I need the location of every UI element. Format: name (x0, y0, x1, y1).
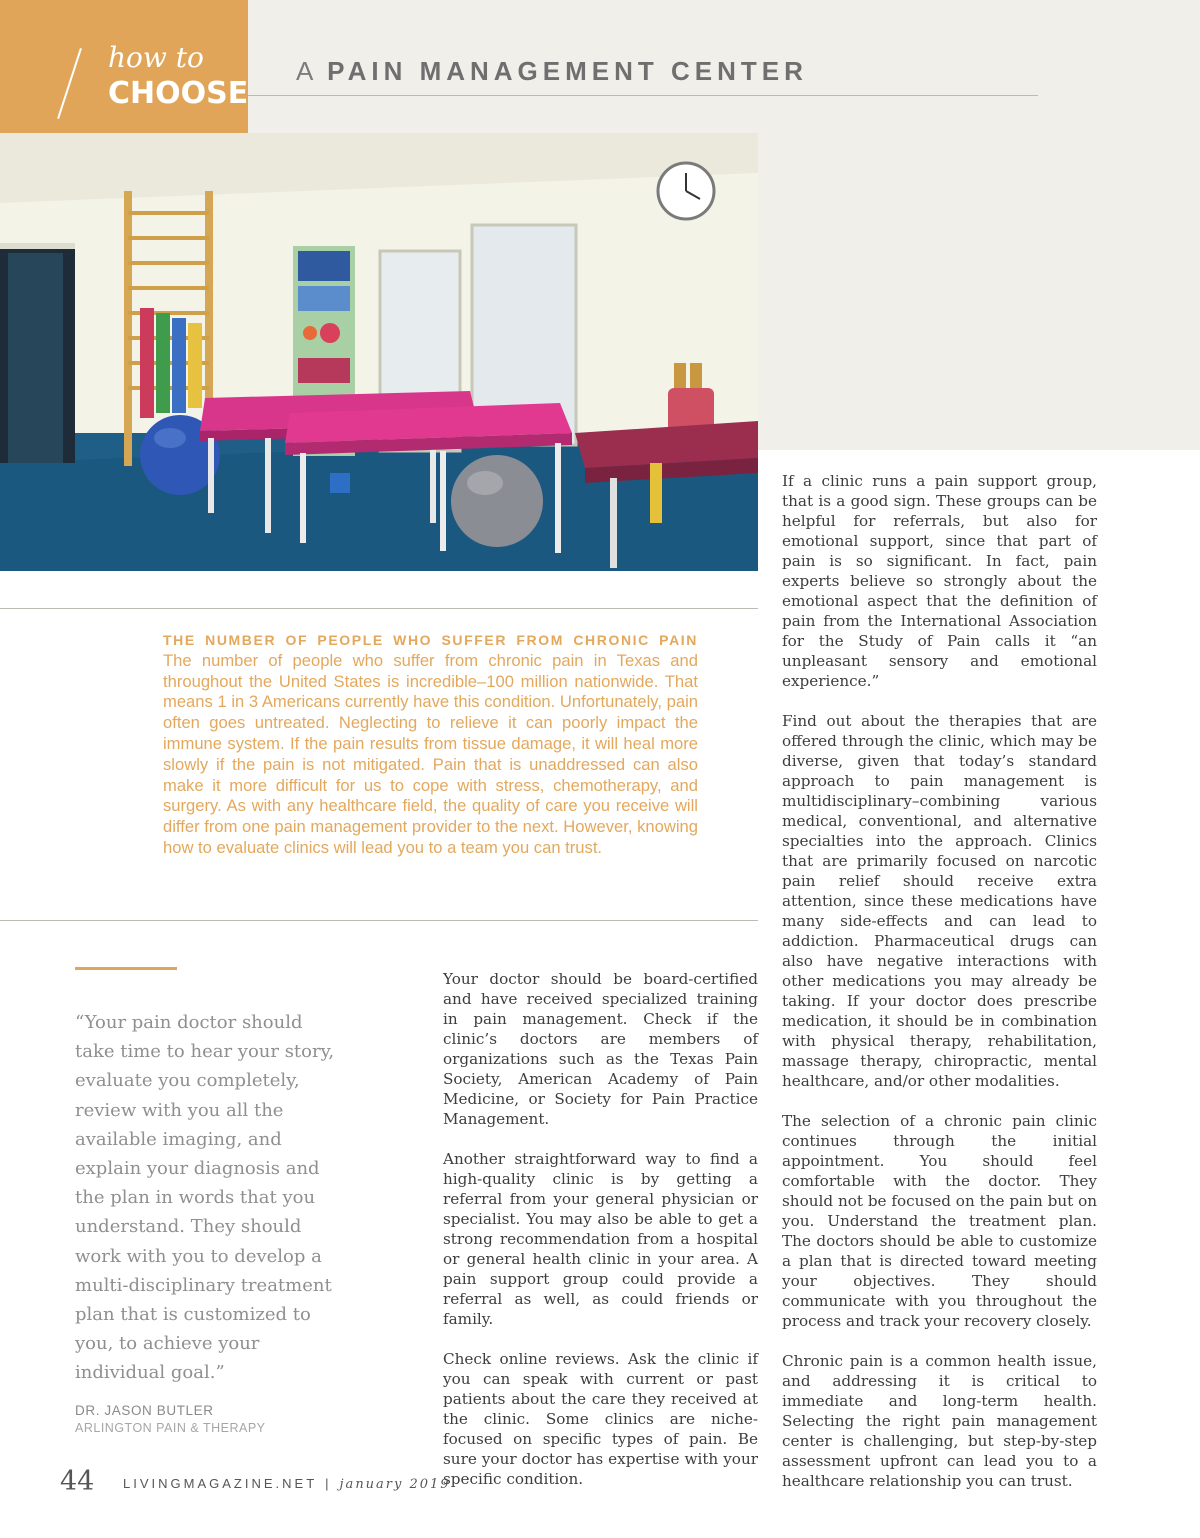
therapy-room-illustration (0, 133, 758, 571)
footer-issue-date: january 2019 (339, 1477, 451, 1492)
article-column-right (782, 471, 1097, 1511)
footer-separator: | (325, 1476, 332, 1491)
tag-line-choose: CHOOSE (108, 76, 249, 111)
paragraph: Chronic pain is a common health issue, and addressing it is critical to immediate and long-term health. Selecting the right pain management center is challenging, but step-by-step assessment upfront can lead you to a healthcare relationship you can trust. (782, 1352, 1097, 1490)
paragraph: Check online reviews. Ask the clinic if you can speak with current or past patients about the care they received at the clinic. Some clinics are niche-focused on specific types of pain. Be sure your doctor has expertise with your specific condition. (443, 1350, 758, 1488)
therapy-room-photo (0, 133, 758, 571)
paragraph: If a clinic runs a pain support group, that is a good sign. These groups can be helpful for referrals, but also for emotional support, since that part of pain is so significant. In fact, pain experts believe so strongly about the emotional aspect that the definition of pain from the International Association for the Study of Pain calls it “an unpleasant sensory and emotional experience.” (782, 472, 1097, 690)
intro-lead: THE NUMBER OF PEOPLE WHO SUFFER FROM CHRONIC PAIN (163, 632, 698, 648)
slash-divider (57, 48, 82, 119)
title-main: PAIN MANAGEMENT CENTER (327, 56, 808, 86)
tag-line-how-to: how to (108, 41, 204, 74)
paragraph: The selection of a chronic pain clinic continues through the initial appointment. You should feel comfortable with the doctor. They should not be focused on the pain but on you. Understand the treatment plan. The doctors should be able to customize a plan that is directed toward meeting your objectives. They should communicate with you throughout the process and track your recovery closely. (782, 1112, 1097, 1330)
paragraph: Find out about the therapies that are offered through the clinic, which may be diverse, given that today’s standard approach to pain management is multidisciplinary–combining various medical, conventional, and alternative specialties into the approach. Clinics that are primarily focused on narcotic pain relief should receive extra attention, since these medications have many side-effects and can lead to addiction. Pharmaceutical drugs can also have negative interactions with other medications you may already be taking. If your doctor does prescribe medication, it should be in combination with physical therapy, rehabilitation, massage therapy, chiropractic, mental healthcare, and/or other modalities. (782, 712, 1097, 1090)
intro-bottom-rule (0, 920, 758, 921)
intro-body: The number of people who suffer from chronic pain in Texas and throughout the United States is incredible–100 million nationwide. That means 1 in 3 Americans currently have this condition. Unfortunately, pain often goes untreated. Neglecting to relieve it can poorly impact the immune system. If the pain results from tissue damage, it will heal more slowly if the pain is not mitigated. Pain that is unaddressed can also make it more difficult for us to cope with stress, chemotherapy, and surgery. As with any healthcare field, the quality of care you receive will differ from one pain management provider to the next. However, knowing how to evaluate clinics will lead you to a team you can trust. (163, 650, 698, 857)
intro-paragraph (163, 630, 698, 859)
intro-top-rule (0, 608, 758, 609)
page-title (296, 56, 808, 87)
page-number: 44 (60, 1466, 95, 1497)
title-prefix: A (296, 56, 316, 86)
quote-author-org: ARLINGTON PAIN & THERAPY (75, 1421, 266, 1435)
section-tag (0, 0, 248, 149)
footer-site: LIVINGMAGAZINE.NET (123, 1476, 318, 1491)
title-rule (248, 95, 1038, 96)
paragraph: Another straightforward way to find a high-quality clinic is by getting a referral from your general physician or specialist. You may also be able to get a strong recommendation from a hospital or general health clinic in your area. A pain support group could provide a referral as well, as could friends or family. (443, 1150, 758, 1328)
pull-quote: “Your pain doctor should take time to hear your story, evaluate you completely, review with you all the available imaging, and explain your diagnosis and the plan in words that you understand. They should work with you to develop a multi-disciplinary treatment plan that is customized to you, to achieve your individual goal.” (75, 1012, 335, 1384)
article-column-middle (443, 969, 758, 1509)
footer (123, 1476, 451, 1492)
quote-accent-bar (75, 967, 177, 970)
paragraph: Your doctor should be board-certified and have received specialized training in pain management. Check if the clinic’s doctors are members of organizations such as the Texas Pain Society, American Academy of Pain Medicine, or Society for Pain Practice Management. (443, 970, 758, 1128)
quote-author-name: DR. JASON BUTLER (75, 1403, 214, 1418)
